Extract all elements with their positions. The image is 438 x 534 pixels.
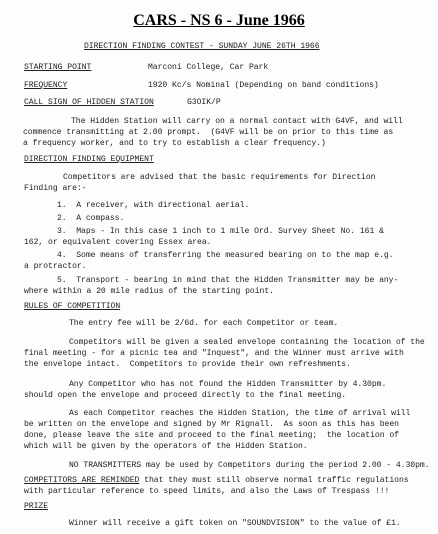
callsign-value: G3OIK/P — [187, 98, 221, 107]
callsign-label: CALL SIGN OF HIDDEN STATION — [24, 98, 154, 107]
frequency-label: FREQUENCY — [24, 81, 68, 90]
rule-arrival-1: As each Competitor reaches the Hidden Station, the time of arrival will — [69, 409, 411, 418]
rule-arrival-2: be written on the envelope and signed by Mr Rignall. As soon as this has been — [24, 420, 399, 429]
reminder-line-2: with particular reference to speed limits, and also the Laws of Trespass !!! — [24, 487, 390, 496]
rule-transmitters: NO TRANSMITTERS may be used by Competitors during the period 2.00 - 4.30pm. — [69, 461, 430, 470]
reminder-line-1 — [24, 475, 409, 486]
rule-envelope-3: the envelope intact. Competitors to provide their own refreshments. — [24, 360, 351, 369]
equipment-item: 4. Some means of transferring the measured bearing on to the map e.g. — [57, 251, 394, 260]
equipment-intro-2: Finding are:- — [24, 184, 87, 193]
document-title: CARS - NS 6 - June 1966 — [133, 12, 305, 29]
equipment-item: 1. A receiver, with directional aerial. — [57, 201, 250, 210]
equipment-item: 3. Maps - In this case 1 inch to 1 mile Ord. Survey Sheet No. 161 & — [57, 227, 384, 236]
rule-envelope-2: final meeting - for a picnic tea and "Inquest", and the Winner must arrive with — [24, 349, 404, 358]
hidden-station-line-2: commence transmitting at 2.00 prompt. (G4VF will be on prior to this time as — [23, 128, 394, 137]
rule-envelope-1: Competitors will be given a sealed envelope containing the location of the — [69, 338, 425, 347]
equipment-label: DIRECTION FINDING EQUIPMENT — [24, 155, 154, 164]
rules-label: RULES OF COMPETITION — [24, 302, 121, 311]
equipment-item: 2. A compass. — [57, 214, 125, 223]
prize-label: PRIZE — [24, 502, 49, 511]
rule-arrival-3: done, please leave the site and proceed to the final meeting; the location of — [24, 431, 399, 440]
prize-text: Winner will receive a gift token on "SOUNDVISION" to the value of £1. — [69, 519, 401, 528]
reminder-text: that they must still observe normal traffic regulations — [139, 476, 409, 485]
rule-arrival-4: which will be given by the operators of the Hidden Station. — [24, 442, 308, 451]
rule-fee: The entry fee will be 2/6d. for each Competitor or team. — [69, 319, 339, 328]
contest-heading: DIRECTION FINDING CONTEST - SUNDAY JUNE 26TH 1966 — [84, 42, 320, 51]
reminder-label: COMPETITORS ARE REMINDED — [24, 476, 140, 485]
rule-late-1: Any Competitor who has not found the Hidden Transmitter by 4.30pm. — [69, 380, 387, 389]
equipment-intro-1: Competitors are advised that the basic requirements for Direction — [63, 173, 376, 182]
frequency-value: 1920 Kc/s Nominal (Depending on band conditions) — [148, 81, 379, 90]
hidden-station-line-3: a frequency worker, and to try to establish a clear frequency.) — [23, 139, 326, 148]
starting-point-value: Marconi College, Car Park — [148, 63, 269, 72]
equipment-item: a protractor. — [24, 262, 87, 271]
hidden-station-line-1: The Hidden Station will carry on a normal contact with G4VF, and will — [71, 117, 403, 126]
equipment-item: where within a 20 mile radius of the starting point. — [24, 287, 274, 296]
equipment-item: 162, or equivalent covering Essex area. — [24, 238, 212, 247]
rule-late-2: should open the envelope and proceed directly to the final meeting. — [24, 391, 347, 400]
starting-point-label: STARTING POINT — [24, 63, 92, 72]
equipment-item: 5. Transport - bearing in mind that the Hidden Transmitter may be any- — [57, 276, 399, 285]
